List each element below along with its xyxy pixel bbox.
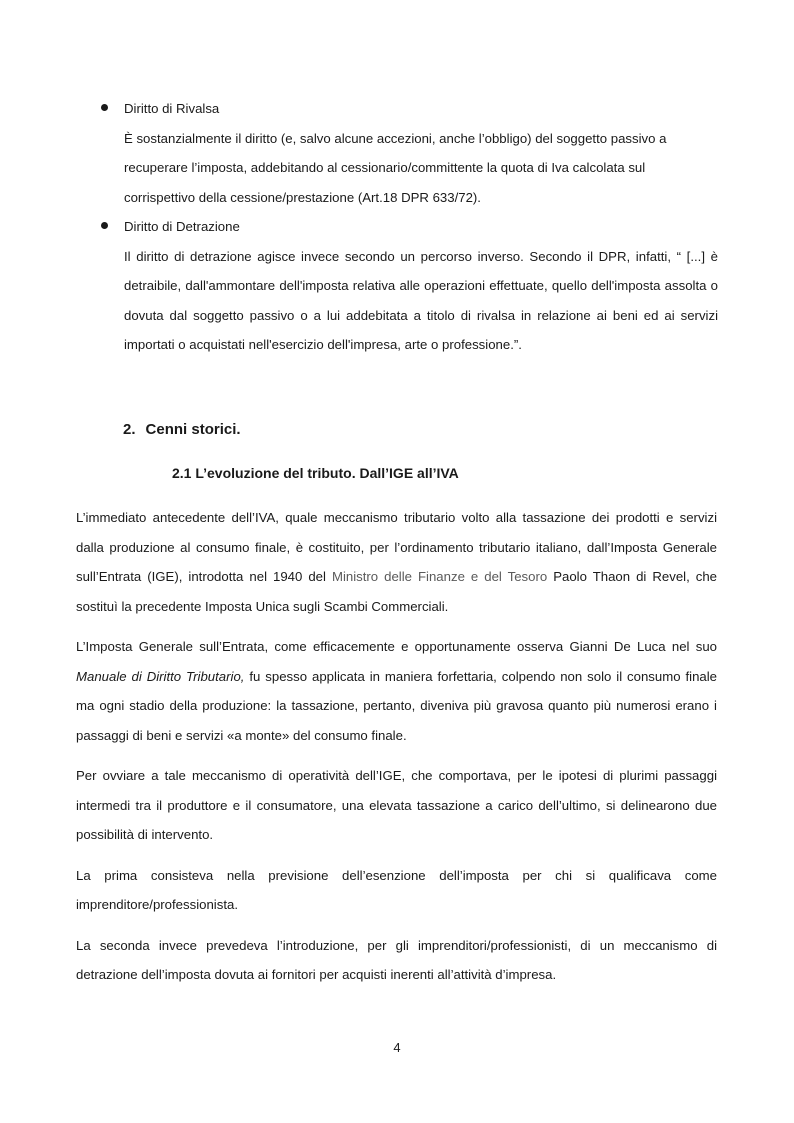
body-text bbox=[76, 503, 717, 1001]
bullet-item-detrazione bbox=[98, 212, 718, 360]
bullet-body: È sostanzialmente il diritto (e, salvo alcune accezioni, anche l’obbligo) del soggetto passivo a recuperare l’imposta, addebitando al cessionario/committente la quota di Iva calcolata sul corrispettivo della cessione/prestazione (Art.18 DPR 633/72). bbox=[124, 130, 667, 205]
book-title: Manuale di Diritto Tributario, bbox=[76, 668, 245, 684]
paragraph-text: Paolo Thaon di Revel, che sostituì la precedente Imposta Unica sugli Scambi Commerciali. bbox=[76, 569, 718, 614]
subsection-heading: 2.1 L’evoluzione del tributo. Dall’IGE all’IVA bbox=[172, 465, 459, 481]
paragraph-text: L’Imposta Generale sull’Entrata, come efficacemente e opportunamente osserva Gianni De Luca nel suo bbox=[76, 639, 717, 654]
bullet-body: Il diritto di detrazione agisce invece secondo un percorso inverso. Secondo il DPR, infatti, “ [...] è detraibile, dall'ammontare dell'imposta relativa alle operazioni effettuate, quello dell'imposta assolta o dovuta dal soggetto passivo o a lui addebitata a titolo di rivalsa in relazione ai beni ed ai servizi importati o acquistati nell'esercizio dell'impresa, arte o professione.”. bbox=[124, 248, 718, 352]
paragraph-ige-application bbox=[76, 632, 717, 750]
paragraph-ige-origin bbox=[76, 503, 717, 621]
paragraph-intervention: Per ovviare a tale meccanismo di operatività dell’IGE, che comportava, per le ipotesi di plurimi passaggi intermedi tra il produttore e il consumatore, una elevata tassazione a carico dell’ultimo, si delinearono due possibilità di intervento. bbox=[76, 768, 717, 842]
section-title: Cenni storici. bbox=[145, 421, 241, 438]
bullet-title: Diritto di Detrazione bbox=[124, 219, 240, 234]
section-number: 2. bbox=[123, 421, 136, 438]
page-number: 4 bbox=[393, 1040, 401, 1055]
rights-bullet-list bbox=[98, 94, 718, 360]
minister-link-text: Ministro delle Finanze e del Tesoro bbox=[331, 569, 548, 584]
paragraph-text: L’immediato antecedente dell’IVA, quale meccanismo tributario volto alla tassazione dei prodotti e servizi dalla produzione al consumo finale, è costituito, per l’ordinamento tributario italiano, dall’Imposta Generale sull’Entrata (IGE), introdotta nel 1940 del bbox=[76, 510, 717, 584]
bullet-item-rivalsa bbox=[98, 94, 718, 212]
section-heading bbox=[123, 421, 241, 438]
paragraph-text: fu spesso applicata in maniera forfettaria, colpendo non solo il consumo finale ma ogni stadio della produzione: la tassazione, pertanto, diveniva più gravosa quanto più numerosi erano i passaggi di beni e servizi «a monte» del consumo finale. bbox=[76, 668, 718, 743]
bullet-dot-icon bbox=[101, 104, 108, 111]
bullet-dot-icon bbox=[101, 222, 108, 229]
paragraph-first-option: La prima consisteva nella previsione dell’esenzione dell’imposta per chi si qualificava come imprenditore/professionista. bbox=[76, 867, 717, 912]
paragraph-second-option: La seconda invece prevedeva l’introduzione, per gli imprenditori/professionisti, di un meccanismo di detrazione dell’imposta dovuta ai fornitori per acquisti inerenti all’attività d’impresa. bbox=[76, 937, 717, 982]
bullet-title: Diritto di Rivalsa bbox=[124, 101, 220, 116]
